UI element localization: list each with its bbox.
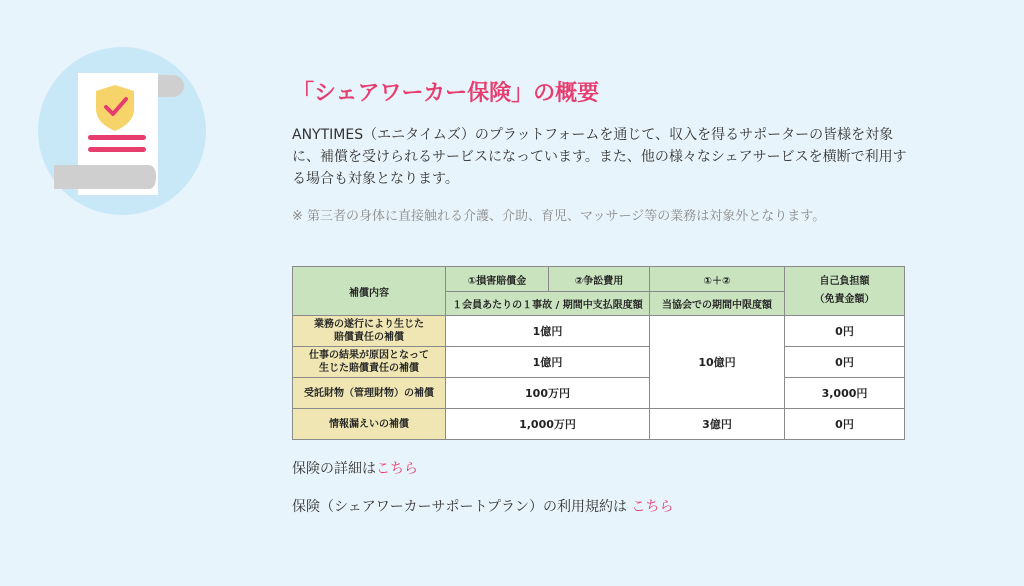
lead-paragraph: ANYTIMES（エニタイムズ）のプラットフォームを通じて、収入を得るサポーターの皆様を対象に、補償を受けられるサービスになっています。また、他の様々なシェアサービスを横断で利用する場合も対象となります。 — [292, 127, 907, 187]
header-sum: ①＋② — [650, 267, 785, 292]
document-line — [88, 147, 146, 152]
document-line — [88, 135, 146, 140]
row-deductible: 3,000円 — [785, 378, 905, 409]
merged-total: 10億円 — [650, 316, 785, 409]
subheader-per-incident: １会員あたりの１事故 / 期間中支払限度額 — [446, 292, 650, 316]
terms-text: 保険（シェアワーカーサポートプラン）の利用規約は — [292, 499, 632, 515]
row-deductible: 0円 — [785, 316, 905, 347]
terms-line — [292, 496, 673, 516]
row-deductible: 0円 — [785, 347, 905, 378]
row-limit: 1億円 — [446, 316, 650, 347]
row-limit: 1,000万円 — [446, 409, 650, 440]
header-litigation: ②争訟費用 — [549, 267, 650, 292]
table-row — [293, 347, 905, 378]
scroll-roll-bottom — [54, 165, 156, 189]
header-damages: ①損害賠償金 — [446, 267, 549, 292]
table-row — [293, 409, 905, 440]
row-label: 受託財物（管理財物）の補償 — [293, 378, 446, 409]
terms-link[interactable]: こちら — [631, 499, 674, 515]
row-limit: 1億円 — [446, 347, 650, 378]
insurance-document-illustration — [38, 47, 206, 215]
row-limit: 100万円 — [446, 378, 650, 409]
insurance-details-text: 保険の詳細は — [292, 461, 376, 477]
row-label: 業務の遂行により生じた賠償責任の補償 — [293, 316, 446, 347]
table-header-row — [293, 267, 905, 292]
header-deductible-line2: （免責金額） — [814, 294, 875, 305]
header-coverage: 補償内容 — [293, 267, 446, 316]
coverage-table — [292, 266, 905, 440]
insurance-details-line — [292, 458, 418, 478]
row-deductible: 0円 — [785, 409, 905, 440]
table-row — [293, 316, 905, 347]
page-title: 「シェアワーカー保険」の概要 — [292, 81, 600, 106]
row-label: 情報漏えいの補償 — [293, 409, 446, 440]
exclusion-note: ※ 第三者の身体に直接触れる介護、介助、育児、マッサージ等の業務は対象外となります。 — [292, 209, 826, 224]
header-deductible — [785, 267, 905, 316]
subheader-period-limit: 当協会での期間中限度額 — [650, 292, 785, 316]
row-total: 3億円 — [650, 409, 785, 440]
insurance-details-link[interactable]: こちら — [376, 461, 418, 477]
row-label: 仕事の結果が原因となって生じた賠償責任の補償 — [293, 347, 446, 378]
table-row — [293, 378, 905, 409]
header-deductible-line1: 自己負担額 — [819, 276, 870, 287]
